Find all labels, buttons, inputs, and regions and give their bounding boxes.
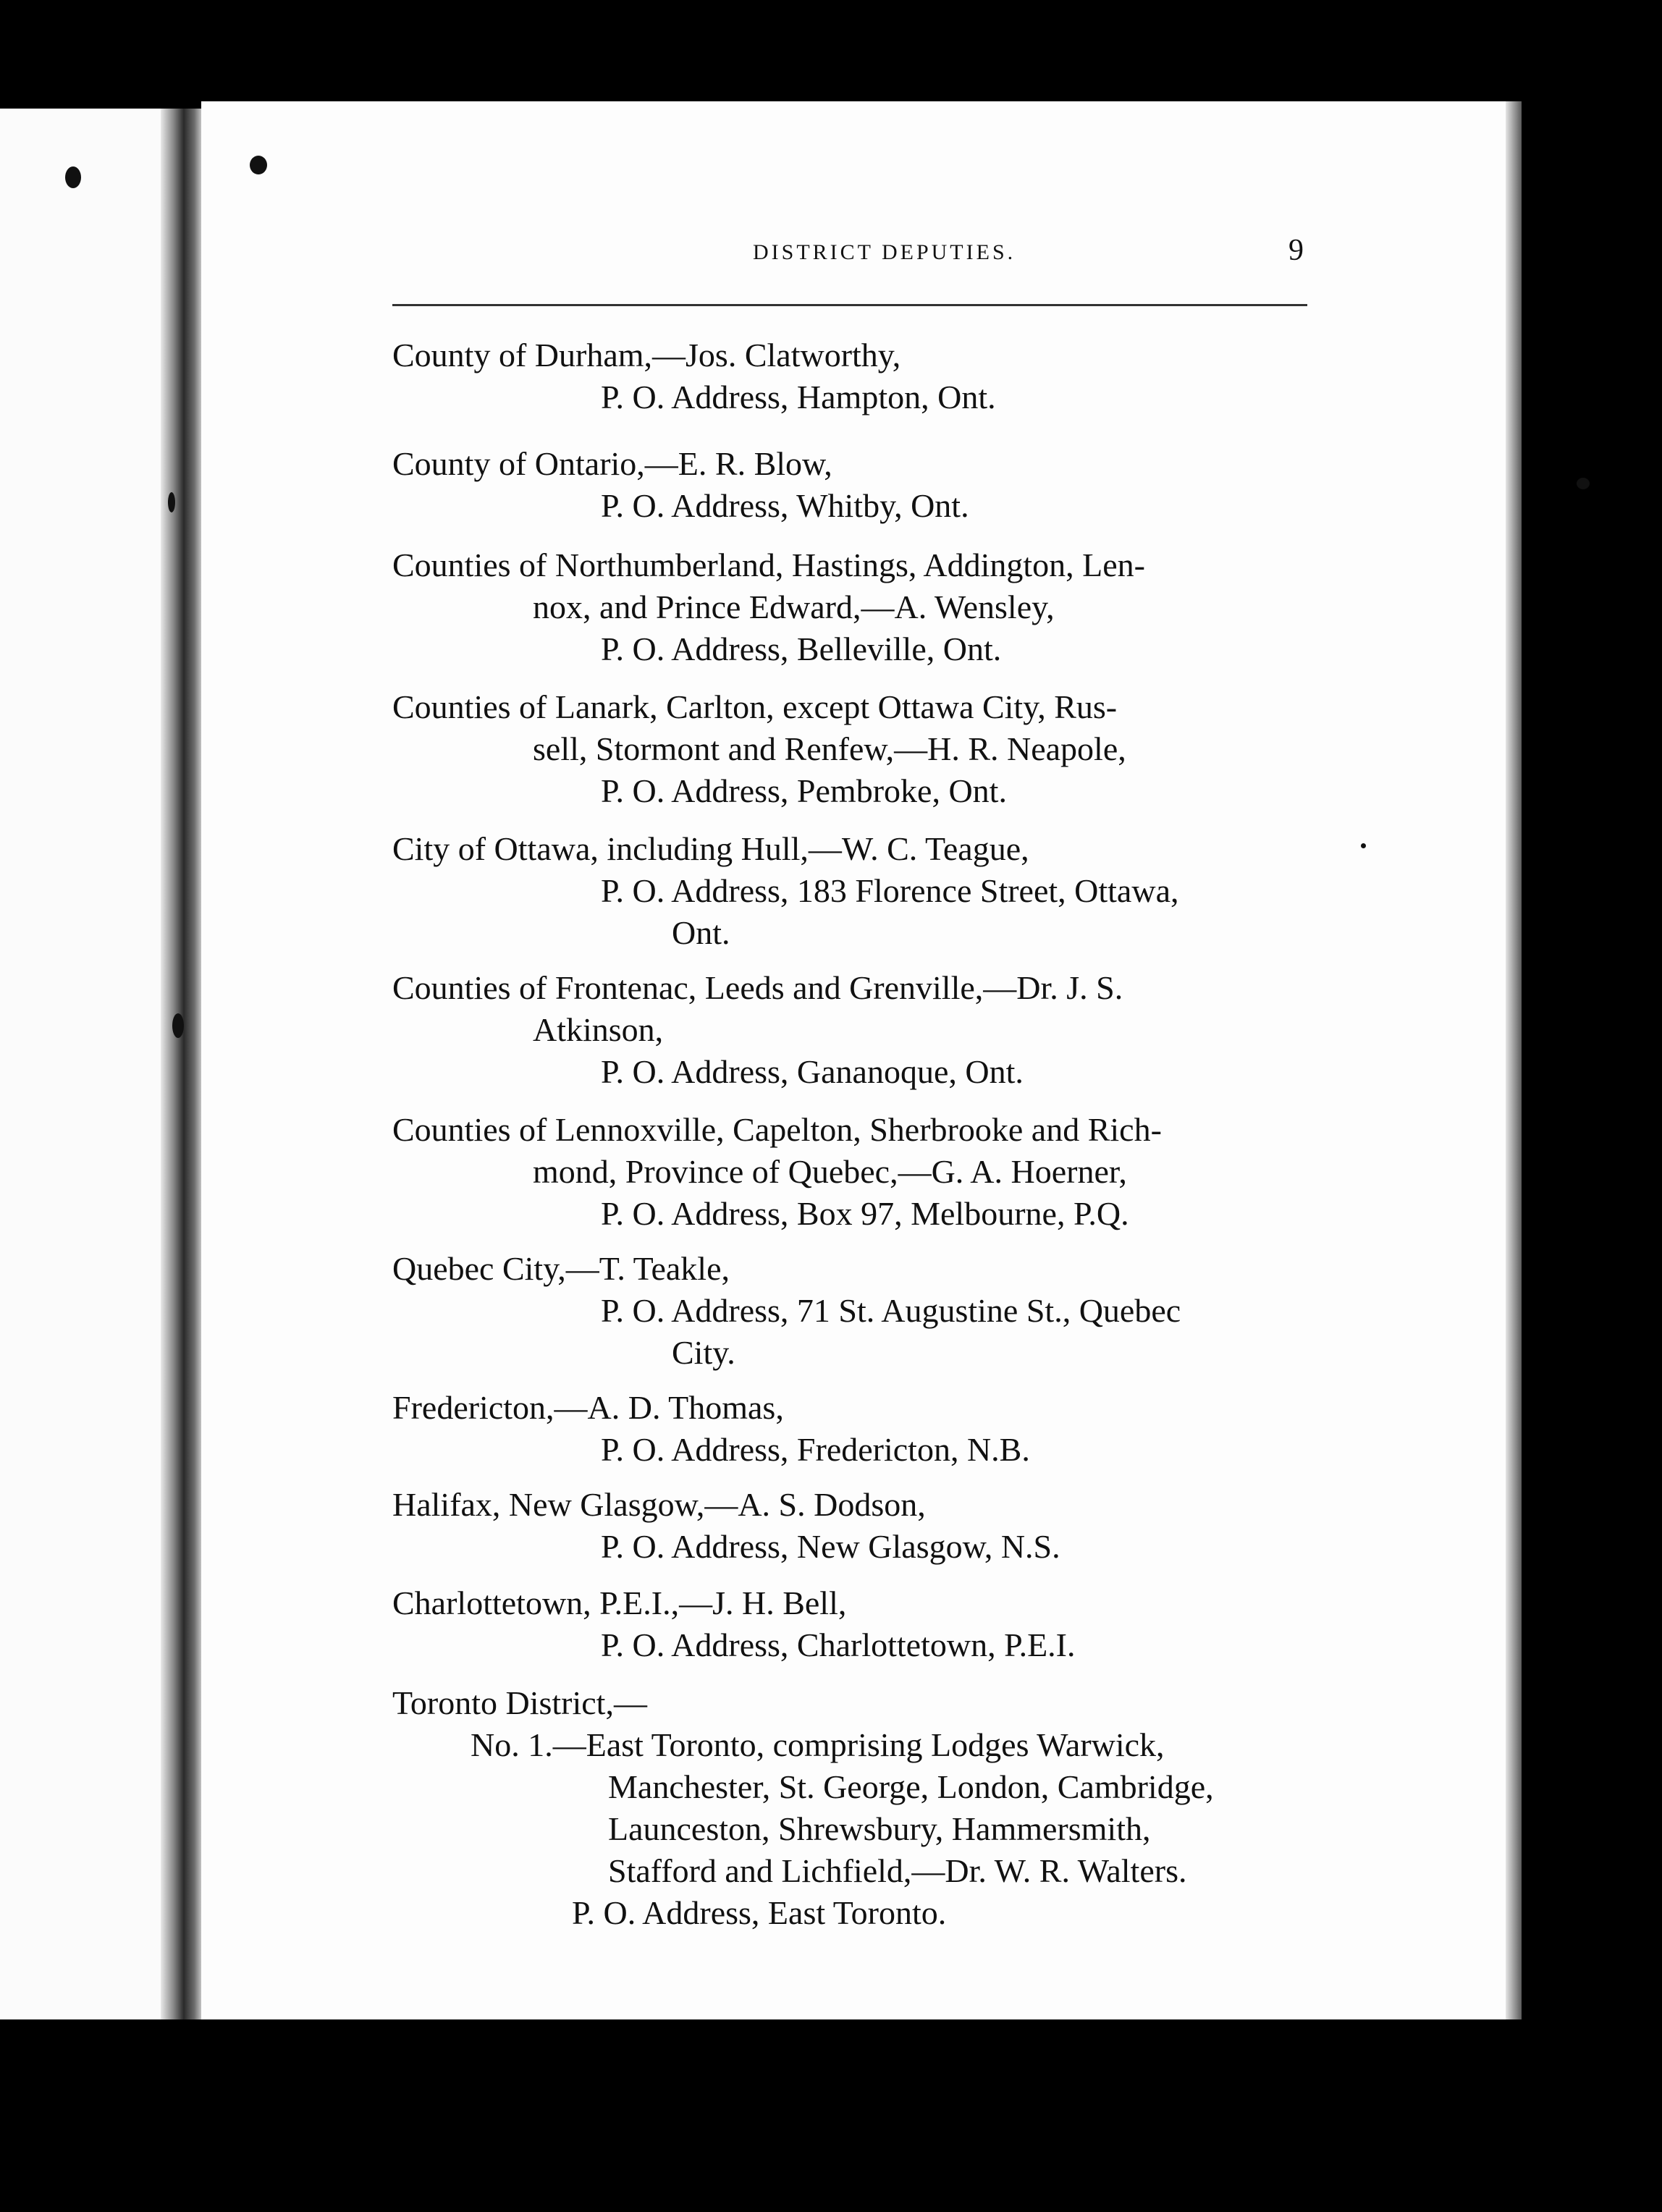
subentry-continuation: Launceston, Shrewsbury, Hammersmith, xyxy=(608,1810,1151,1847)
ink-speck xyxy=(250,156,267,174)
book-gutter xyxy=(161,109,203,2019)
entry-continuation: Atkinson, xyxy=(533,1011,664,1048)
page-number: 9 xyxy=(1288,234,1304,267)
page-edge-shadow xyxy=(1506,101,1522,2019)
entry-line: Counties of Frontenac, Leeds and Grenville,—Dr. J. S. xyxy=(392,969,1123,1006)
address-line: P. O. Address, Fredericton, N.B. xyxy=(601,1431,1030,1468)
ink-speck xyxy=(172,1013,184,1038)
facing-page-edge xyxy=(0,109,172,2019)
entry-line: Halifax, New Glasgow,—A. S. Dodson, xyxy=(392,1486,926,1523)
address-line: P. O. Address, Hampton, Ont. xyxy=(601,379,996,415)
subentry-continuation: Stafford and Lichfield,—Dr. W. R. Walters. xyxy=(608,1852,1187,1889)
entry-line: Counties of Lanark, Carlton, except Ottawa City, Rus- xyxy=(392,688,1118,725)
header-rule xyxy=(392,304,1307,306)
entry-continuation: mond, Province of Quebec,—G. A. Hoerner, xyxy=(533,1153,1127,1190)
address-line: P. O. Address, Gananoque, Ont. xyxy=(601,1053,1024,1090)
entry-line: Quebec City,—T. Teakle, xyxy=(392,1250,730,1287)
ink-speck xyxy=(65,166,81,188)
address-line: P. O. Address, Whitby, Ont. xyxy=(601,487,969,524)
entry-line: Counties of Northumberland, Hastings, Addington, Len- xyxy=(392,546,1145,583)
address-line: P. O. Address, East Toronto. xyxy=(572,1894,947,1931)
ink-speck xyxy=(168,492,175,512)
subentry-line: No. 1.—East Toronto, comprising Lodges Warwick, xyxy=(471,1726,1165,1763)
entry-line: County of Ontario,—E. R. Blow, xyxy=(392,445,832,482)
address-continuation: Ont. xyxy=(672,914,730,951)
address-line: P. O. Address, 71 St. Augustine St., Quebec xyxy=(601,1292,1181,1329)
entry-line: Charlottetown, P.E.I.,—J. H. Bell, xyxy=(392,1584,847,1621)
address-line: P. O. Address, Belleville, Ont. xyxy=(601,630,1002,667)
entry-continuation: sell, Stormont and Renfew,—H. R. Neapole, xyxy=(533,730,1126,767)
entry-line: Counties of Lennoxville, Capelton, Sherbrooke and Rich- xyxy=(392,1111,1162,1148)
ink-speck xyxy=(1361,843,1366,848)
ink-speck xyxy=(1577,478,1590,489)
address-line: P. O. Address, Box 97, Melbourne, P.Q. xyxy=(601,1195,1129,1232)
entry-line: Toronto District,— xyxy=(392,1684,647,1721)
subentry-continuation: Manchester, St. George, London, Cambridge, xyxy=(608,1768,1214,1805)
entry-line: County of Durham,—Jos. Clatworthy, xyxy=(392,337,901,373)
running-header: DISTRICT DEPUTIES. xyxy=(753,240,1016,264)
entry-line: City of Ottawa, including Hull,—W. C. Teague, xyxy=(392,830,1029,867)
address-continuation: City. xyxy=(672,1334,735,1371)
address-line: P. O. Address, 183 Florence Street, Ottawa, xyxy=(601,872,1179,909)
address-line: P. O. Address, Charlottetown, P.E.I. xyxy=(601,1626,1076,1663)
entry-line: Fredericton,—A. D. Thomas, xyxy=(392,1389,784,1426)
entry-continuation: nox, and Prince Edward,—A. Wensley, xyxy=(533,588,1055,625)
address-line: P. O. Address, Pembroke, Ont. xyxy=(601,772,1007,809)
address-line: P. O. Address, New Glasgow, N.S. xyxy=(601,1528,1060,1565)
